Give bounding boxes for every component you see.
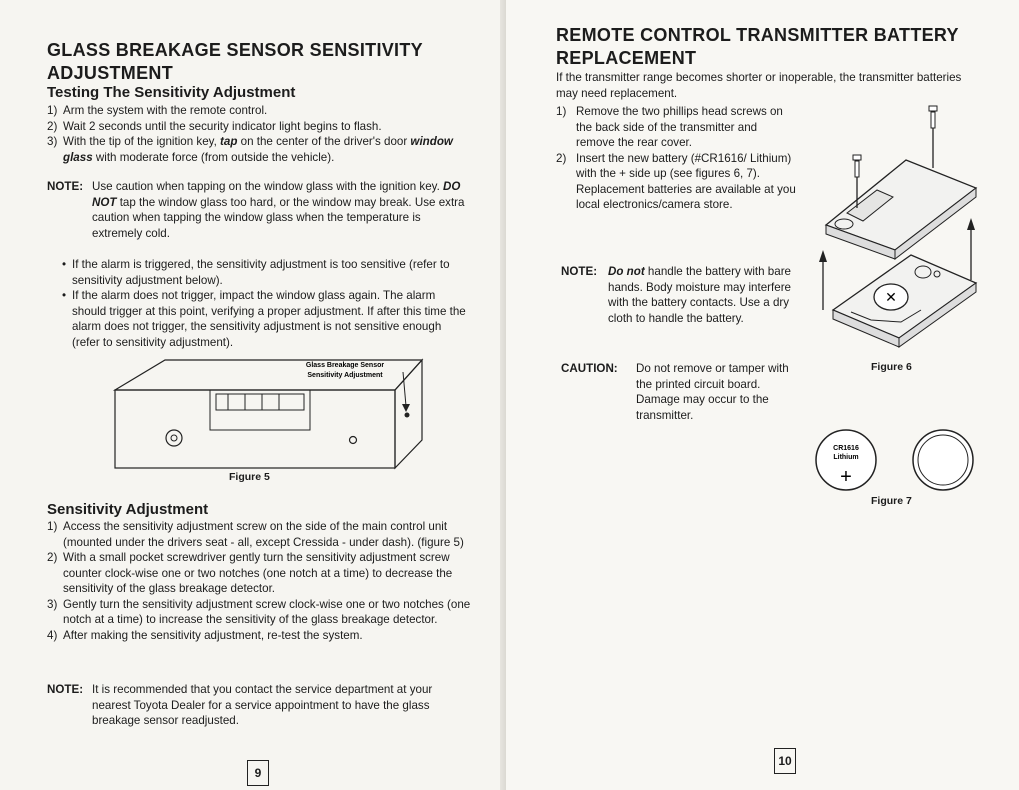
list-item: 3) With the tip of the ignition key, tap on the center of the driver's door window glass with moderate force (from outside the vehicle).: [47, 135, 453, 164]
page-title: GLASS BREAKAGE SENSOR SENSITIVITY ADJUSTMENT: [47, 40, 423, 83]
plus-icon: +: [840, 466, 852, 488]
figure-7-caption: Figure 7: [871, 495, 912, 507]
list-item: 2) Wait 2 seconds until the security indicator light begins to flash.: [47, 119, 382, 133]
arrow-up-icon: [819, 250, 827, 262]
page-title: REMOTE CONTROL TRANSMITTER BATTERY REPLACEMENT: [556, 25, 959, 68]
list-item: • If the alarm is triggered, the sensitivity adjustment is too sensitive (refer to sensitivity adjustment below).: [62, 258, 450, 287]
list-item: 2) Insert the new battery (#CR1616/ Lithium) with the + side up (see figures 6, 7). Replacement batteries are available at you local electronics/camera store.: [556, 151, 796, 211]
note-service-department: NOTE: It is recommended that you contact the service department at your nearest Toyota Dealer for a service appointment to have the glass breakage sensor readjusted.: [47, 683, 433, 727]
list-item: 2) With a small pocket screwdriver gently turn the sensitivity adjustment screw counter clock-wise one or two notches (one notch at a time) to decrease the sensitivity of the glass breakage detector.: [47, 551, 453, 595]
testing-heading: Testing The Sensitivity Adjustment: [47, 84, 296, 101]
list-item: 3) Gently turn the sensitivity adjustment screw clock-wise one or two notches (one notch at a time) to increase the sensitivity of the glass breakage detector.: [47, 597, 471, 626]
battery-minus-side-icon: [913, 430, 973, 490]
battery-type-label: Lithium: [833, 454, 859, 461]
note-caution-tapping: NOTE: Use caution when tapping on the window glass with the ignition key. DO NOT tap the window glass too hard, or the window may break. Use extra caution when tapping the window glass when the temperature is extremely cold.: [47, 180, 465, 240]
result-bullets: [62, 257, 467, 350]
list-item: 4) After making the sensitivity adjustment, re-test the system.: [47, 628, 363, 642]
page-number: 10: [774, 748, 796, 774]
figure-5-diagram: [110, 354, 432, 486]
figure-7-diagram: [811, 425, 981, 495]
replacement-steps: [556, 104, 796, 213]
right-page: [506, 0, 1019, 790]
figure-6-diagram: [811, 100, 981, 350]
figure-5-label-line2: Sensitivity Adjustment: [307, 372, 383, 379]
transmitter-front: [833, 255, 976, 347]
list-item: 1) Access the sensitivity adjustment screw on the side of the main control unit (mounted under the drivers seat - all, except Cressida - under dash). (figure 5): [47, 520, 464, 549]
list-item: • If the alarm does not trigger, impact the window glass again. The alarm should trigger at this point, verifying a proper adjustment. If after this time the alarm does not trigger, the sensitivity adjustment is not sensitive enough (refer to sensitivity adjustment).: [62, 289, 466, 349]
figure-6-caption: Figure 6: [871, 361, 912, 373]
left-page: [0, 0, 506, 790]
figure-5-caption: Figure 5: [229, 471, 270, 483]
caution-circuit-board: CAUTION: Do not remove or tamper with the printed circuit board. Damage may occur to the transmitter.: [561, 362, 789, 422]
intro-text: If the transmitter range becomes shorter or inoperable, the transmitter batteries may need replacement.: [556, 71, 962, 100]
list-item: 1) Arm the system with the remote control.: [47, 104, 268, 117]
page-number: 9: [247, 760, 269, 786]
list-item: 1) Remove the two phillips head screws on the back side of the transmitter and remove the rear cover.: [556, 105, 783, 149]
svg-text:✕: ✕: [885, 289, 897, 305]
transmitter-rear-cover: [826, 160, 976, 259]
arrow-up-icon: [967, 218, 975, 230]
screw-icon: [929, 106, 937, 168]
note-battery-handling: NOTE: Do not handle the battery with bare hands. Body moisture may interfere with the battery contacts. Use a dry cloth to handle the battery.: [561, 265, 792, 325]
figure-5-label-line1: Glass Breakage Sensor: [305, 362, 385, 369]
battery-model-label: CR1616: [833, 445, 859, 452]
testing-steps: [47, 103, 467, 165]
sensitivity-heading: Sensitivity Adjustment: [47, 501, 209, 518]
sensitivity-steps: [47, 519, 472, 643]
